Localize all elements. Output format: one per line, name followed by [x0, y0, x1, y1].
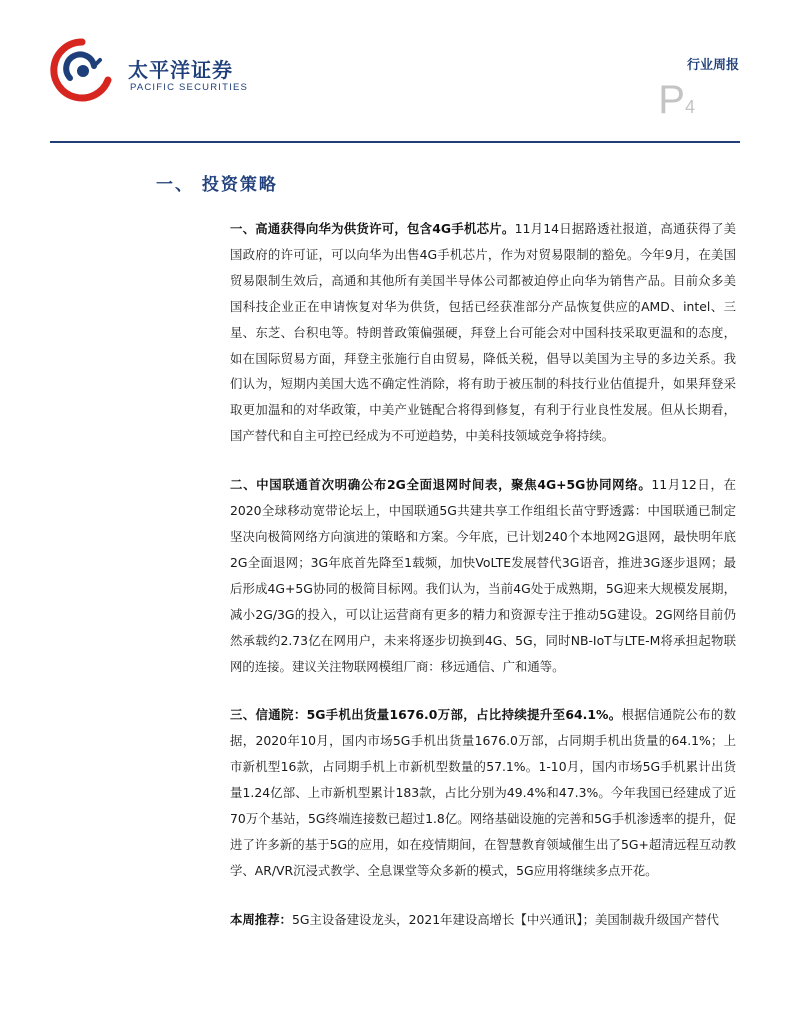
main-content — [230, 216, 736, 933]
company-logo — [50, 38, 249, 102]
paragraph-qualcomm — [230, 216, 736, 449]
paragraph-lead: 一、高通获得向华为供货许可，包含4G手机芯片。 — [230, 221, 515, 236]
paragraph-body: 根据信通院公布的数据，2020年10月，国内市场5G手机出货量1676.0万部，占同期手机出货量的64.1%；上市新机型16款，占同期手机上市新机型数量的57.1%。1-10月，国内市场5G手机累计出货量1.24亿部、上市新机型累计183款，占比分别为49.4%和47.3%。今年我国已经建成了近70万个基站，5G终端连接数已超过1.8亿。网络基础设施的完善和5G手机渗透率的提升，促进了许多新的基于5G的应用，如在疫情期间，在智慧教育领域催生出了5G+超清远程互动教学、AR/VR沉浸式教学、全息课堂等众多新的模式，5G应用将继续多点开花。 — [230, 707, 737, 878]
paragraph-body: 11月12日，在2020全球移动宽带论坛上，中国联通5G共建共享工作组组长苗守野透露：中国联通已制定坚决向极简网络方向演进的策略和方案。今年底，已计划240个本地网2G退网，最快明年底2G全面退网；3G年底首先降至1载频，加快VoLTE发展替代3G语音，推进3G逐步退网；最后形成4G+5G协同的极简目标网。我们认为，当前4G处于成熟期，5G迎来大规模发展期，减小2G/3G的投入，可以让运营商有更多的精力和资源专注于推动5G建设。2G网络目前仍然承载约2.73亿在网用户，未来将逐步切换到4G、5G，同时NB-IoT与LTE-M将承担起物联网的连接。建议关注物联网模组厂商：移远通信、广和通等。 — [230, 477, 736, 674]
section-title: 一、 投资策略 — [156, 175, 278, 195]
paragraph-china-unicom — [230, 472, 736, 679]
paragraph-recommendation — [230, 907, 736, 933]
paragraph-caict — [230, 702, 736, 883]
logo-text-cn: 太平洋证券 — [128, 58, 233, 82]
paragraph-body: 11月14日据路透社报道，高通获得了美国政府的许可证，可以向华为出售4G手机芯片，作为对贸易限制的豁免。今年9月，在美国贸易限制生效后，高通和其他所有美国半导体公司都被迫停止向华为销售产品。目前众多美国科技企业正在申请恢复对华为供货，包括已经获准部分产品恢复供应的AMD、intel、三星、东芝、台积电等。特朗普政策偏强硬，拜登上台可能会对中国科技采取更温和的态度，如在国际贸易方面，拜登主张施行自由贸易，降低关税，倡导以美国为主导的多边关系。我们认为，短期内美国大选不确定性消除，将有助于被压制的科技行业估值提升，如果拜登采取更加温和的对华政策，中美产业链配合将得到修复，有利于行业良性发展。但从长期看，国产替代和自主可控已经成为不可逆趋势，中美科技领域竞争将持续。 — [230, 221, 736, 444]
page-label: P — [658, 78, 685, 122]
paragraph-body: 5G主设备建设龙头，2021年建设高增长【中兴通讯】；美国制裁升级国产替代 — [291, 911, 719, 927]
page-header — [0, 0, 791, 150]
logo-text-en: PACIFIC SECURITIES — [130, 82, 249, 93]
pacific-securities-logo-icon — [50, 38, 114, 102]
paragraph-lead: 三、信通院：5G手机出货量1676.0万部，占比持续提升至64.1%。 — [230, 707, 622, 723]
paragraph-lead: 本周推荐： — [230, 911, 292, 927]
paragraph-lead: 二、中国联通首次明确公布2G全面退网时间表，聚焦4G+5G协同网络。 — [230, 477, 652, 493]
header-divider — [50, 141, 740, 143]
report-type-label: 行业周报 — [686, 58, 739, 73]
page-number — [658, 80, 695, 120]
page-number-value: 4 — [684, 97, 695, 117]
